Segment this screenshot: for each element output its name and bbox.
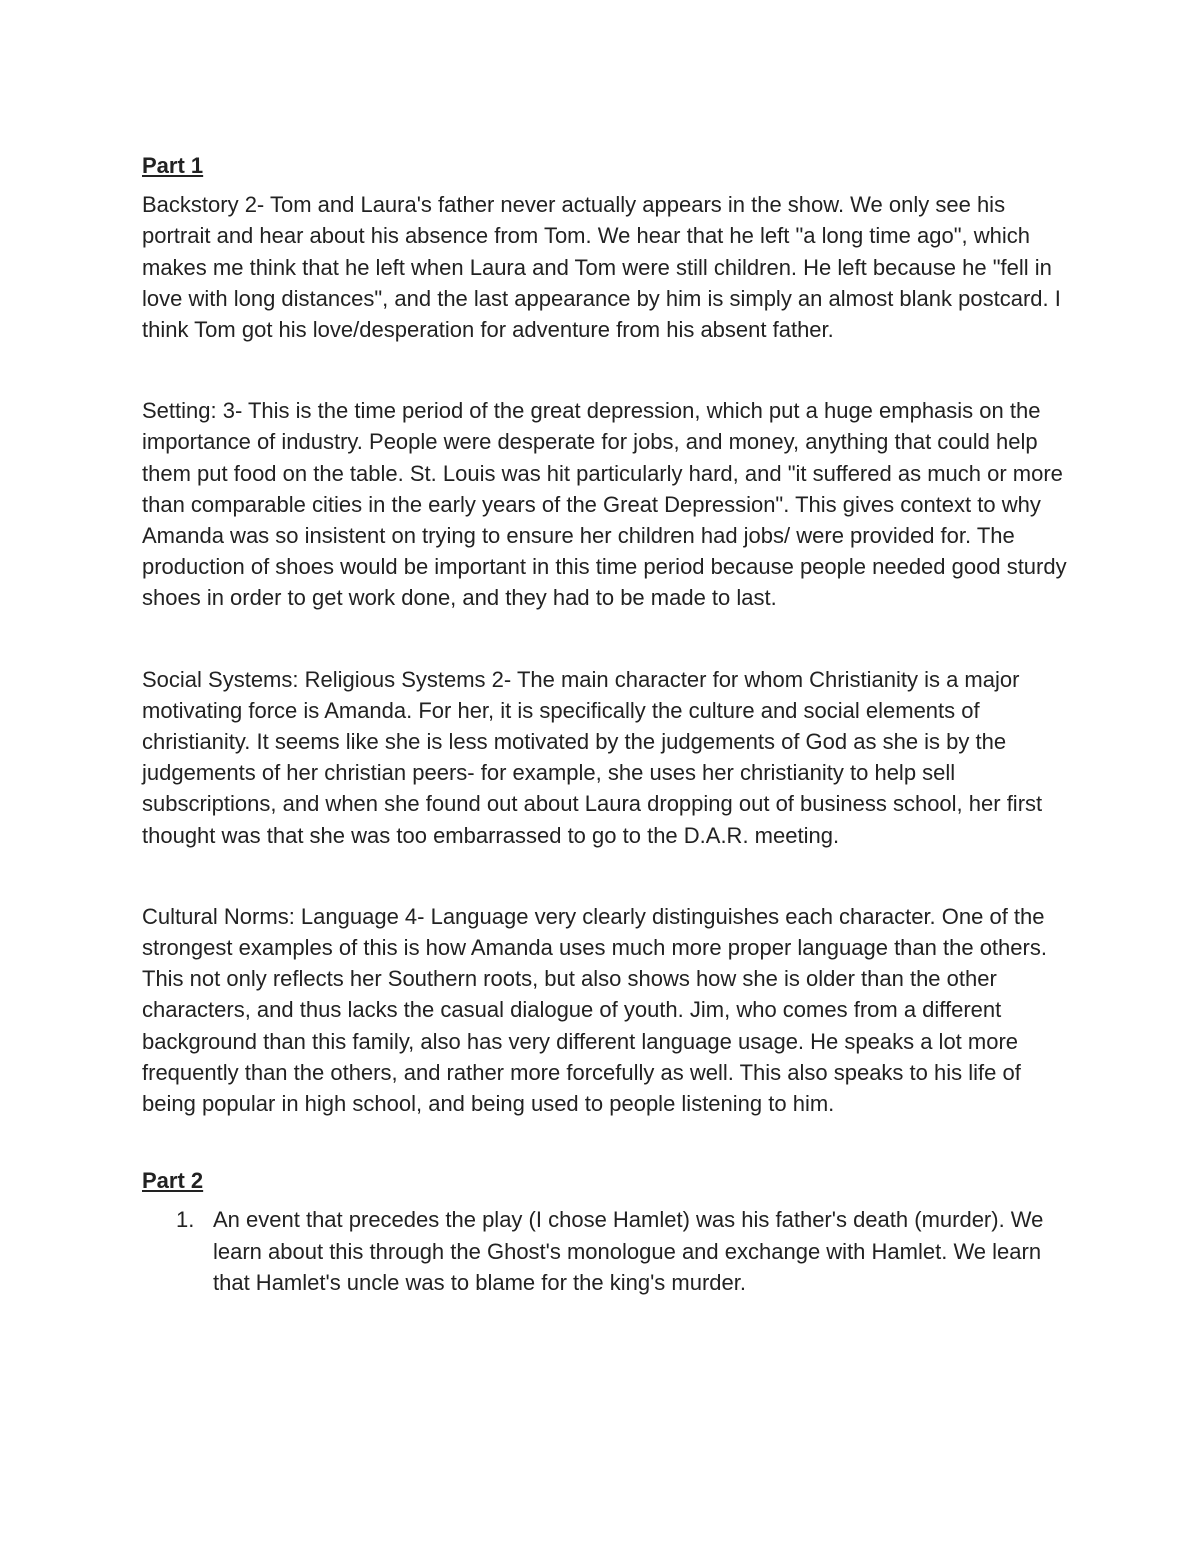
- paragraph-social-systems: Social Systems: Religious Systems 2- The main character for whom Christianity is a major motivating force is Amanda. For her, it is specifically the culture and social elements of christianity. It seems like she is less motivated by the judgements of God as she is by the judgements of her christian peers- for example, she uses her christianity to help sell subscriptions, and when she found out about Laura dropping out of business school, her first thought was that she was too embarrassed to go to the D.A.R. meeting.: [142, 666, 1043, 848]
- paragraph-setting: Setting: 3- This is the time period of the great depression, which put a huge emphasis on the importance of industry. People were desperate for jobs, and money, anything that could help them put food on the table. St. Louis was hit particularly hard, and "it suffered as much or more than comparable cities in the early years of the Great Depression". This gives context to why Amanda was so insistent on trying to ensure her children had jobs/ were provided for. The production of shoes would be important in this time period because people needed good sturdy shoes in order to get work done, and they had to be made to last.: [142, 398, 1067, 611]
- spacer: [142, 181, 1067, 189]
- paragraph-backstory: Backstory 2- Tom and Laura's father never actually appears in the show. We only see his portrait and hear about his absence from Tom. We hear that he left "a long time ago", which makes me think that he left when Laura and Tom were still children. He left because he "fell in love with long distances", and the last appearance by him is simply an almost blank postcard. I think Tom got his love/desperation for adventure from his absent father.: [142, 192, 1061, 342]
- spacer: [142, 851, 1067, 901]
- spacer: [142, 345, 1067, 395]
- document-page: [142, 150, 1067, 1298]
- spacer: [142, 1119, 1067, 1165]
- part-2-list: [142, 1204, 1067, 1298]
- list-item-text: An event that precedes the play (I chose Hamlet) was his father's death (murder). We learn about this through the Ghost's monologue and exchange with Hamlet. We learn that Hamlet's uncle was to blame for the king's murder.: [213, 1207, 1044, 1295]
- spacer: [142, 1196, 1067, 1204]
- part-2-heading: Part 2: [142, 1168, 204, 1194]
- part-1-heading: Part 1: [142, 153, 204, 178]
- spacer: [142, 614, 1067, 664]
- list-item-number: 1.: [176, 1207, 195, 1233]
- list-item: [142, 1204, 1067, 1298]
- paragraph-cultural-norms: Cultural Norms: Language 4- Language very clearly distinguishes each character. One of the strongest examples of this is how Amanda uses much more proper language than the others. This not only reflects her Southern roots, but also shows how she is older than the other characters, and thus lacks the casual dialogue of youth. Jim, who comes from a different background than this family, also has very different language usage. He speaks a lot more frequently than the others, and rather more forcefully as well. This also speaks to his life of being popular in high school, and being used to people listening to him.: [142, 903, 1047, 1117]
